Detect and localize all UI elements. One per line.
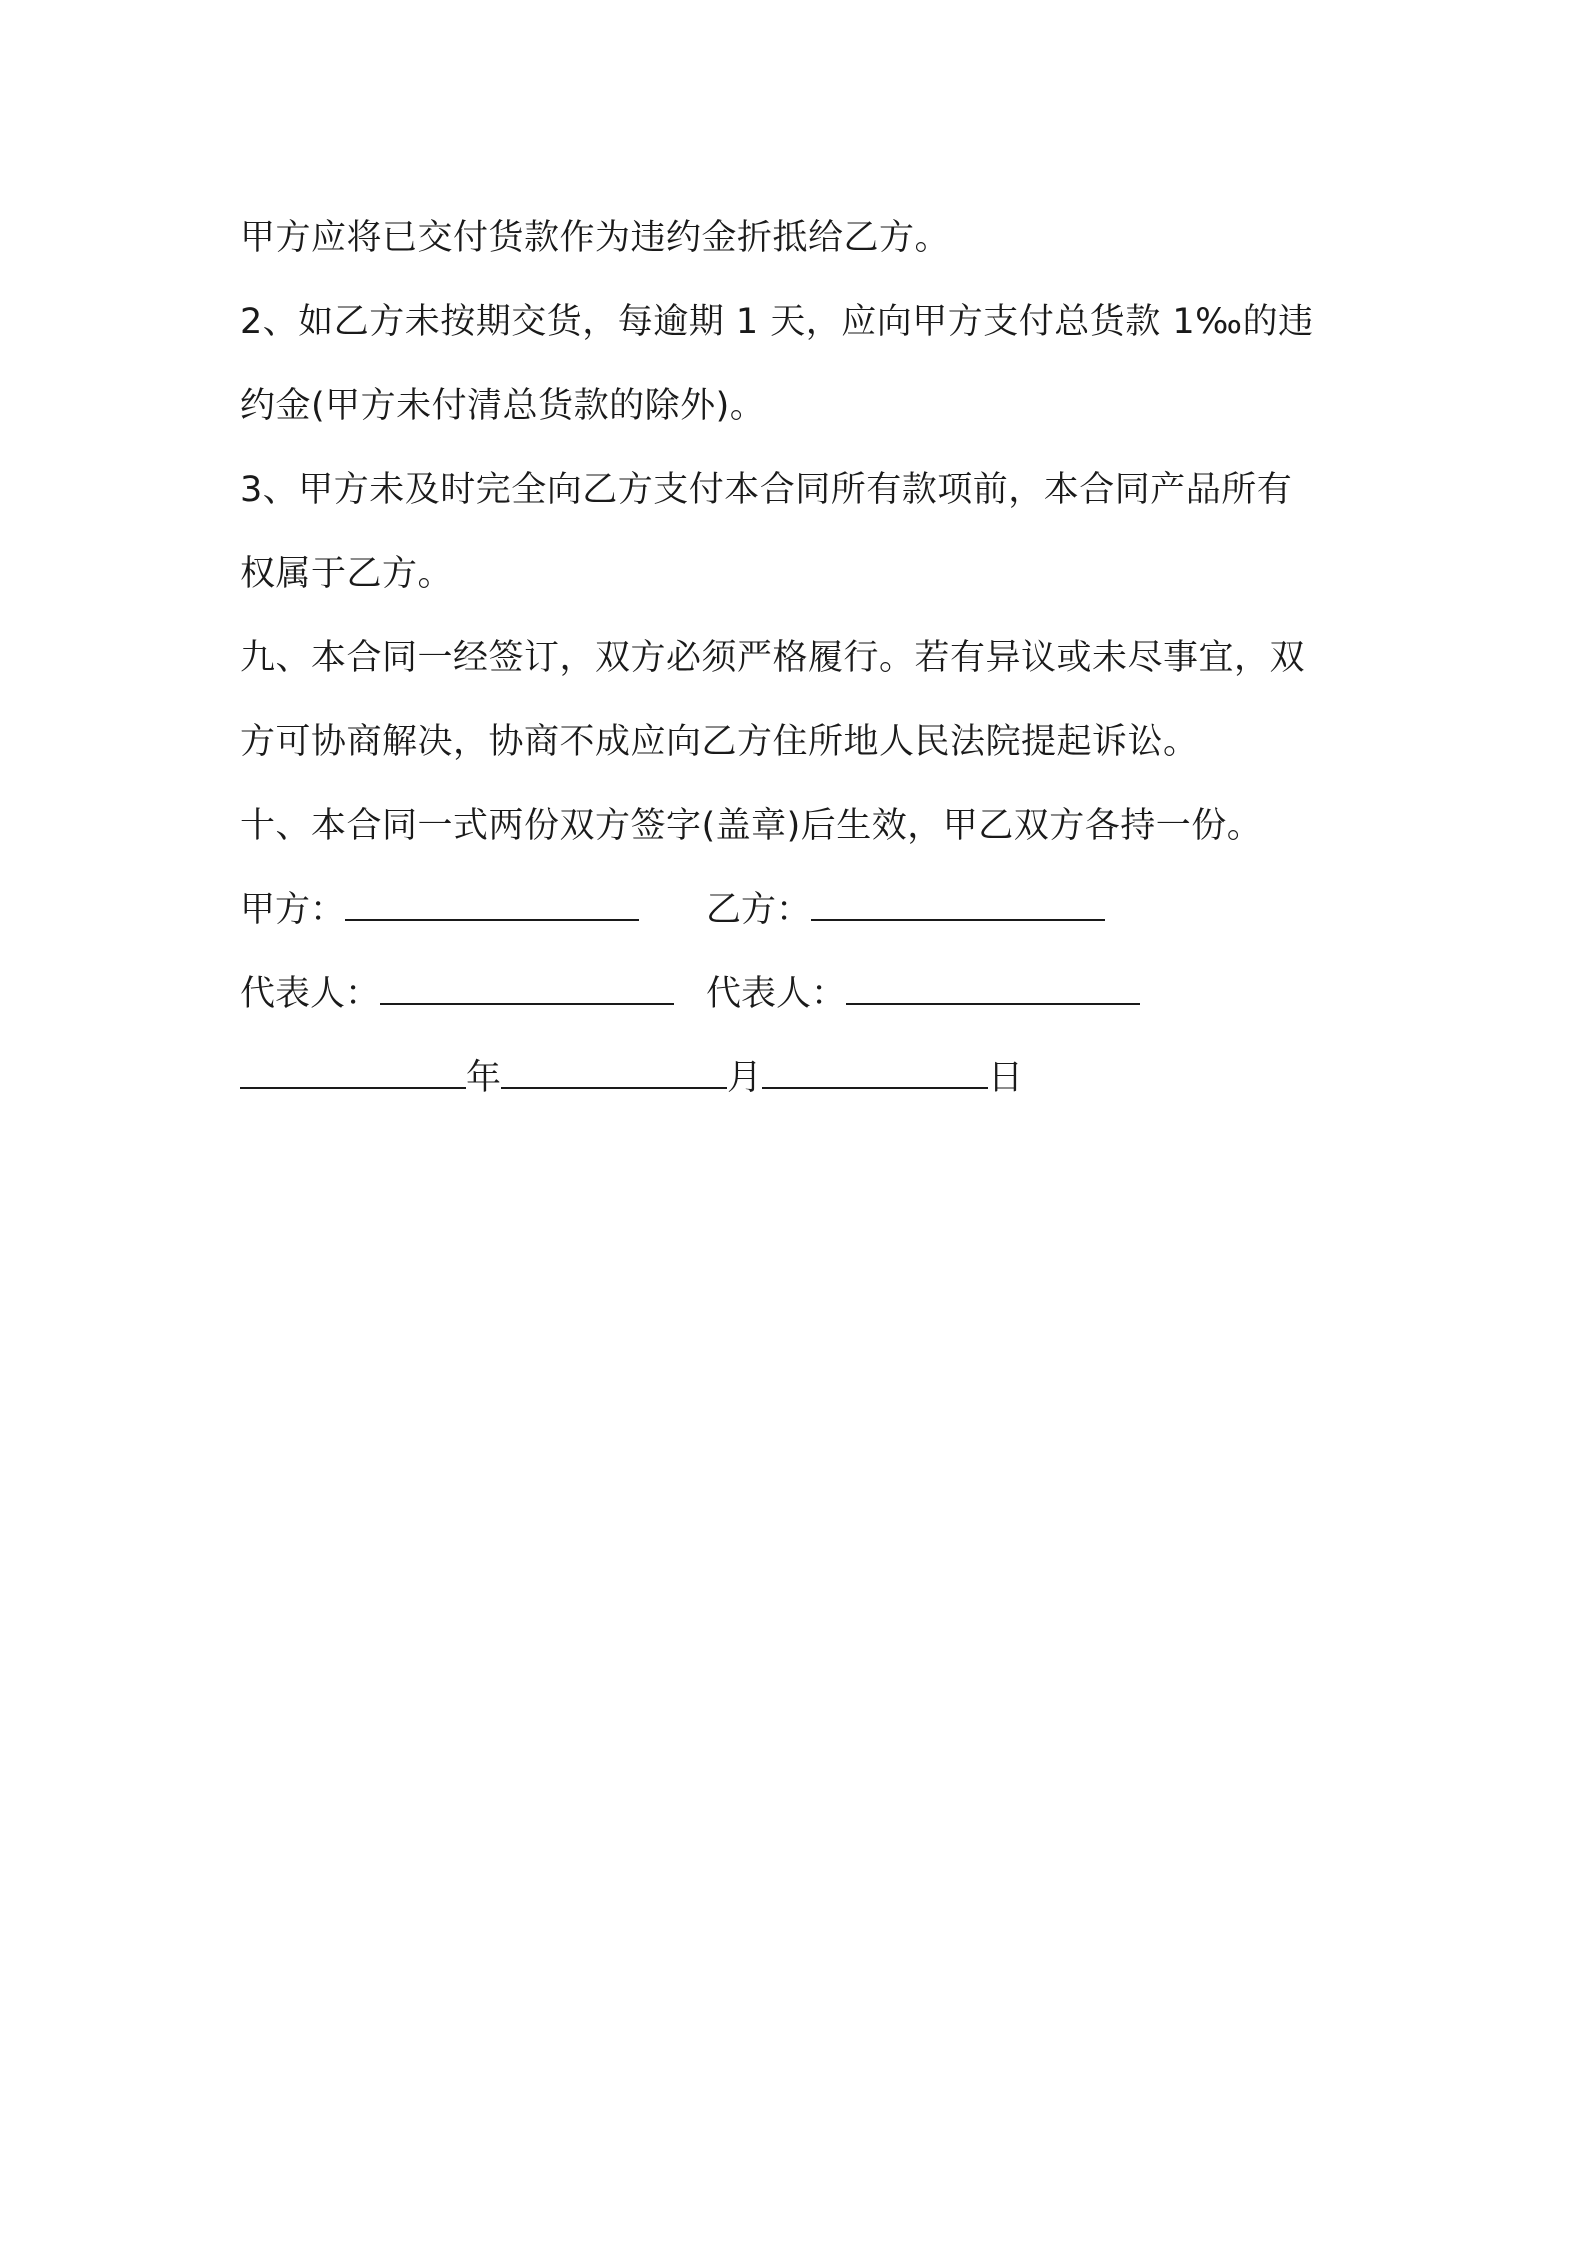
day-label: 日	[988, 1058, 1024, 1098]
paragraph-line: 十、本合同一式两份双方签字(盖章)后生效，甲乙双方各持一份。	[240, 806, 1263, 846]
party-b-blank[interactable]	[811, 889, 1105, 921]
rep-a-field	[240, 952, 674, 1036]
paragraph-line: 方可协商解决，协商不成应向乙方住所地人民法院提起诉讼。	[240, 722, 1199, 762]
paragraph-line: 约金(甲方未付清总货款的除外)。	[240, 386, 766, 426]
party-a-field	[240, 868, 639, 952]
paragraph-line: 九、本合同一经签订，双方必须严格履行。若有异议或未尽事宜，双	[240, 638, 1306, 678]
month-blank[interactable]	[501, 1057, 727, 1089]
date-row	[240, 1036, 1360, 1120]
rep-a-label: 代表人：	[240, 974, 381, 1014]
rep-a-blank[interactable]	[380, 973, 674, 1005]
paragraph-line: 权属于乙方。	[240, 554, 454, 594]
party-a-blank[interactable]	[345, 889, 639, 921]
rep-b-field	[706, 952, 1140, 1036]
representative-signature-row	[240, 952, 1360, 1036]
year-label: 年	[466, 1058, 502, 1098]
day-blank[interactable]	[762, 1057, 988, 1089]
rep-b-label: 代表人：	[706, 974, 847, 1014]
rep-b-blank[interactable]	[846, 973, 1140, 1005]
paragraph-line: 2、如乙方未按期交货，每逾期 1 天，应向甲方支付总货款 1‰的违	[240, 302, 1314, 342]
party-a-label: 甲方：	[240, 890, 346, 930]
party-b-label: 乙方：	[706, 890, 812, 930]
paragraph-line: 3、甲方未及时完全向乙方支付本合同所有款项前，本合同产品所有	[240, 470, 1293, 510]
paragraph-line: 甲方应将已交付货款作为违约金折抵给乙方。	[240, 218, 951, 258]
party-signature-row	[240, 868, 1360, 952]
year-blank[interactable]	[240, 1057, 466, 1089]
month-label: 月	[727, 1058, 763, 1098]
party-b-field	[706, 868, 1105, 952]
document-body	[240, 196, 1360, 1120]
